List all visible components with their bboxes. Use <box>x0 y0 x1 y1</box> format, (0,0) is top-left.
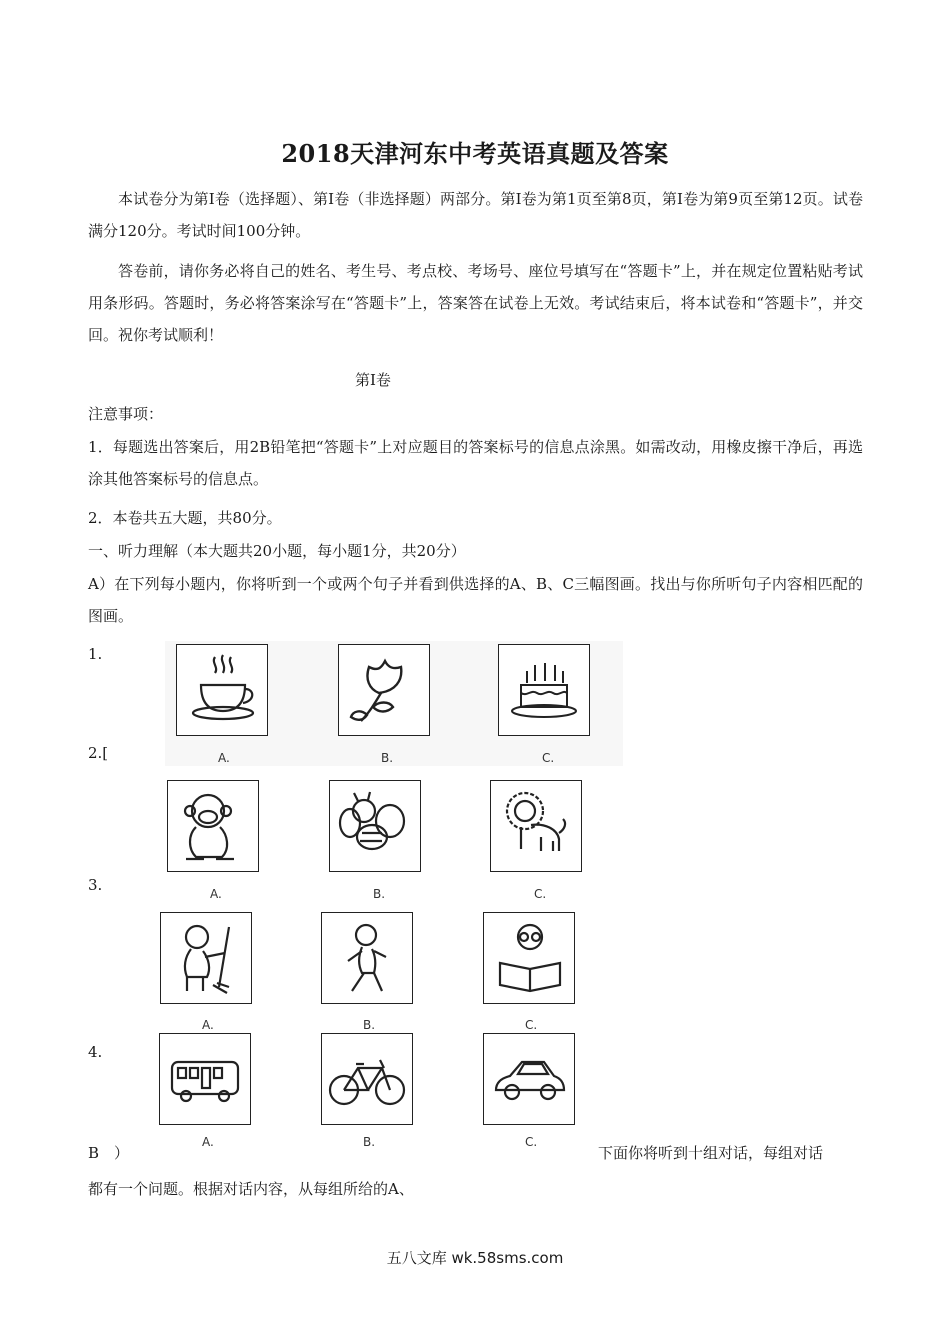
question-2-option-b: B. <box>373 887 386 901</box>
boy-sweeping-icon <box>160 912 252 1004</box>
monkey-icon <box>167 780 259 872</box>
lion-icon <box>490 780 582 872</box>
question-3-option-c: C. <box>525 1018 538 1032</box>
part1-instruction: A）在下列每小题内，你将听到一个或两个句子并看到供选择的A、B、C三幅图画。找出与你所听句子内容相匹配的图画。 <box>88 575 863 625</box>
flower-icon <box>338 644 430 736</box>
question-2-number: 2.[ <box>88 744 109 762</box>
question-4-number: 4. <box>88 1043 103 1061</box>
boy-reading-icon <box>483 912 575 1004</box>
boy-running-icon <box>321 912 413 1004</box>
question-2-option-c: C. <box>534 887 547 901</box>
car-icon <box>483 1033 575 1125</box>
part-b-text-1: 下面你将听到十组对话，每组对话 <box>598 1144 824 1162</box>
part-b-text-2: 都有一个问题。根据对话内容，从每组所给的A、 <box>88 1180 414 1198</box>
bee-icon <box>329 780 421 872</box>
part-b-label: B ） <box>88 1144 130 1162</box>
page-footer: 五八文库 wk.58sms.com <box>386 1249 564 1267</box>
bus-icon <box>159 1033 251 1125</box>
question-3-number: 3. <box>88 876 103 894</box>
question-1-option-c: C. <box>542 751 555 765</box>
question-4-option-a: A. <box>202 1135 214 1149</box>
part1-title: 一、听力理解（本大题共20小题，每小题1分，共20分） <box>88 542 466 560</box>
question-1-number: 1. <box>88 645 103 663</box>
question-4-option-c: C. <box>525 1135 538 1149</box>
question-2-option-a: A. <box>210 887 222 901</box>
notes-title: 注意事项： <box>88 405 164 423</box>
question-4-option-b: B. <box>363 1135 376 1149</box>
note-2: 2．本卷共五大题，共80分。 <box>88 509 282 527</box>
section-title: 第Ⅰ卷 <box>355 371 391 389</box>
birthday-cake-icon <box>498 644 590 736</box>
coffee-cup-icon <box>176 644 268 736</box>
question-3-option-b: B. <box>363 1018 376 1032</box>
question-3-option-a: A. <box>202 1018 214 1032</box>
intro-paragraph-2: 答卷前，请你务必将自己的姓名、考生号、考点校、考场号、座位号填写在“答题卡”上，并在规定位置粘贴考试用条形码。答题时，务必将答案涂写在“答题卡”上，答案答在试卷上无效。考试结束后，将本试卷和“答题卡”，并交回。祝你考试顺利！ <box>88 262 863 344</box>
question-1-option-b: B. <box>381 751 394 765</box>
note-1: 1．每题选出答案后，用2B铅笔把“答题卡”上对应题目的答案标号的信息点涂黑。如需改动，用橡皮擦干净后，再选涂其他答案标号的信息点。 <box>88 438 863 488</box>
question-1-option-a: A. <box>218 751 230 765</box>
page-title: 2018天津河东中考英语真题及答案 <box>281 139 669 168</box>
intro-paragraph-1: 本试卷分为第Ⅰ卷（选择题）、第Ⅰ卷（非选择题）两部分。第Ⅰ卷为第1页至第8页，第Ⅰ卷为第9页至第12页。试卷满分120分。考试时间100分钟。 <box>88 190 863 240</box>
bicycle-icon <box>321 1033 413 1125</box>
